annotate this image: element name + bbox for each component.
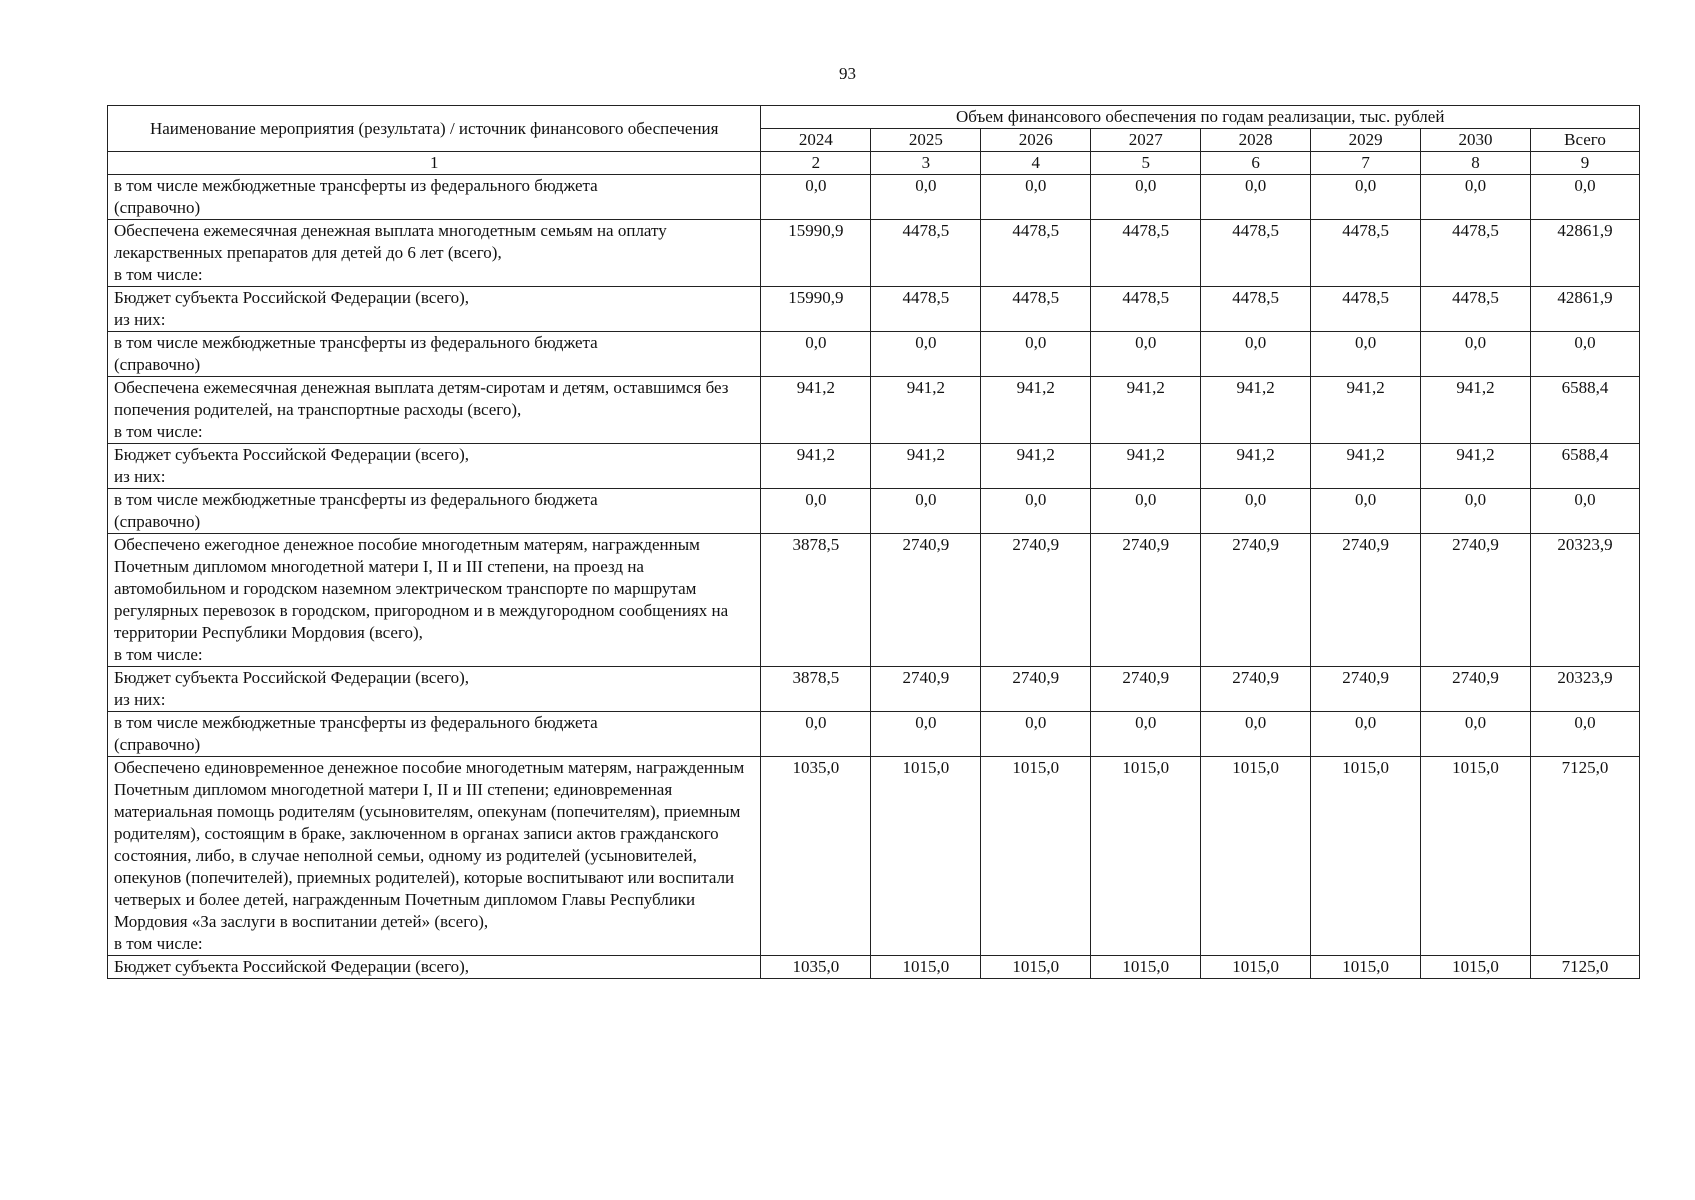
- row-year-value: 1035,0: [761, 956, 871, 979]
- row-year-value: 1015,0: [1311, 757, 1421, 956]
- row-year-value: 4478,5: [1201, 220, 1311, 287]
- row-year-value: 4478,5: [1421, 220, 1531, 287]
- row-year-value: 0,0: [1201, 332, 1311, 377]
- page-number: 93: [839, 64, 856, 83]
- row-year-value: 2740,9: [981, 667, 1091, 712]
- row-year-value: 1015,0: [981, 757, 1091, 956]
- row-year-value: 0,0: [761, 332, 871, 377]
- row-year-value: 0,0: [981, 712, 1091, 757]
- header-group-title: Объем финансового обеспечения по годам реализации, тыс. рублей: [761, 106, 1640, 129]
- row-label: Бюджет субъекта Российской Федерации (всего), из них:: [108, 444, 761, 489]
- row-year-value: 4478,5: [1091, 220, 1201, 287]
- row-year-value: 4478,5: [1201, 287, 1311, 332]
- row-year-value: 0,0: [1091, 175, 1201, 220]
- column-number: 1: [108, 152, 761, 175]
- row-total-value: 0,0: [1531, 489, 1640, 534]
- row-year-value: 0,0: [1201, 712, 1311, 757]
- column-number: 6: [1201, 152, 1311, 175]
- row-year-value: 0,0: [761, 712, 871, 757]
- row-year-value: 0,0: [761, 489, 871, 534]
- row-year-value: 4478,5: [1091, 287, 1201, 332]
- row-label: Обеспечена ежемесячная денежная выплата многодетным семьям на оплату лекарственных препаратов для детей до 6 лет (всего), в том числе:: [108, 220, 761, 287]
- column-number: 7: [1311, 152, 1421, 175]
- table-row: [108, 444, 1640, 489]
- row-year-value: 1015,0: [871, 757, 981, 956]
- row-year-value: 2740,9: [871, 667, 981, 712]
- row-year-value: 0,0: [871, 332, 981, 377]
- row-total-value: 7125,0: [1531, 956, 1640, 979]
- header-year: 2030: [1421, 129, 1531, 152]
- row-label: Бюджет субъекта Российской Федерации (всего),: [108, 956, 761, 979]
- row-year-value: 1015,0: [1091, 757, 1201, 956]
- row-year-value: 941,2: [981, 377, 1091, 444]
- row-total-value: 20323,9: [1531, 667, 1640, 712]
- row-year-value: 2740,9: [1091, 534, 1201, 667]
- row-year-value: 0,0: [1201, 489, 1311, 534]
- table-row: [108, 489, 1640, 534]
- row-year-value: 941,2: [871, 444, 981, 489]
- header-year: 2028: [1201, 129, 1311, 152]
- row-year-value: 2740,9: [1311, 667, 1421, 712]
- row-year-value: 0,0: [1201, 175, 1311, 220]
- column-number: 8: [1421, 152, 1531, 175]
- row-total-value: 6588,4: [1531, 444, 1640, 489]
- column-numbers-row: [108, 152, 1640, 175]
- row-year-value: 0,0: [1311, 175, 1421, 220]
- row-year-value: 1015,0: [1091, 956, 1201, 979]
- row-year-value: 4478,5: [1311, 287, 1421, 332]
- table-header: [108, 106, 1640, 175]
- row-year-value: 0,0: [1421, 332, 1531, 377]
- row-year-value: 4478,5: [981, 220, 1091, 287]
- row-year-value: 0,0: [871, 489, 981, 534]
- row-year-value: 4478,5: [1311, 220, 1421, 287]
- row-year-value: 1015,0: [1421, 757, 1531, 956]
- row-year-value: 3878,5: [761, 534, 871, 667]
- row-year-value: 3878,5: [761, 667, 871, 712]
- row-label: Бюджет субъекта Российской Федерации (всего), из них:: [108, 287, 761, 332]
- row-year-value: 1015,0: [1311, 956, 1421, 979]
- row-year-value: 0,0: [871, 712, 981, 757]
- row-year-value: 0,0: [1421, 175, 1531, 220]
- table-row: [108, 534, 1640, 667]
- row-year-value: 941,2: [981, 444, 1091, 489]
- column-number: 5: [1091, 152, 1201, 175]
- row-year-value: 0,0: [1091, 712, 1201, 757]
- row-year-value: 2740,9: [1091, 667, 1201, 712]
- table-row: [108, 757, 1640, 956]
- table-row: [108, 667, 1640, 712]
- row-year-value: 0,0: [871, 175, 981, 220]
- row-year-value: 0,0: [981, 332, 1091, 377]
- row-label: Бюджет субъекта Российской Федерации (всего), из них:: [108, 667, 761, 712]
- row-label: Обеспечено единовременное денежное пособие многодетным матерям, награжденным Почетным дипломом многодетной матери I, II и III степени; единовременная материальная помощь родителям (усыновителям, опекунам (попечителям), приемным родителям), состоящим в браке, заключенном в органах записи актов гражданского состояния, либо, в случае неполной семьи, одному из родителей (усыновителей, опекунов (попечителей), приемных родителей), которые воспитывают или воспитали четверых и более детей, награжденным Почетным дипломом Главы Республики Мордовия «За заслуги в воспитании детей» (всего), в том числе:: [108, 757, 761, 956]
- row-year-value: 0,0: [1311, 489, 1421, 534]
- row-year-value: 941,2: [1421, 444, 1531, 489]
- header-year: 2025: [871, 129, 981, 152]
- table-row: [108, 956, 1640, 979]
- row-year-value: 2740,9: [1201, 667, 1311, 712]
- row-label: Обеспечена ежемесячная денежная выплата детям-сиротам и детям, оставшимся без попечения родителей, на транспортные расходы (всего), в том числе:: [108, 377, 761, 444]
- row-total-value: 0,0: [1531, 332, 1640, 377]
- row-year-value: 1015,0: [1201, 757, 1311, 956]
- row-label: Обеспечено ежегодное денежное пособие многодетным матерям, награжденным Почетным дипломом многодетной матери I, II и III степени, на проезд на автомобильном и городском наземном электрическом транспорте по маршрутам регулярных перевозок в городском, пригородном и в междугородном сообщениях на территории Республики Мордовия (всего), в том числе:: [108, 534, 761, 667]
- row-year-value: 941,2: [1091, 377, 1201, 444]
- row-year-value: 4478,5: [871, 287, 981, 332]
- row-year-value: 2740,9: [871, 534, 981, 667]
- row-year-value: 941,2: [1421, 377, 1531, 444]
- row-year-value: 941,2: [1201, 444, 1311, 489]
- table-row: [108, 712, 1640, 757]
- row-total-value: 42861,9: [1531, 220, 1640, 287]
- table-body: [108, 175, 1640, 979]
- column-number: 3: [871, 152, 981, 175]
- row-year-value: 1015,0: [1201, 956, 1311, 979]
- row-year-value: 941,2: [1201, 377, 1311, 444]
- row-year-value: 941,2: [1091, 444, 1201, 489]
- row-total-value: 6588,4: [1531, 377, 1640, 444]
- row-label: в том числе межбюджетные трансферты из федерального бюджета (справочно): [108, 489, 761, 534]
- row-year-value: 4478,5: [981, 287, 1091, 332]
- row-year-value: 941,2: [1311, 377, 1421, 444]
- column-number: 2: [761, 152, 871, 175]
- row-year-value: 2740,9: [1201, 534, 1311, 667]
- row-year-value: 941,2: [761, 444, 871, 489]
- row-year-value: 2740,9: [1421, 534, 1531, 667]
- row-year-value: 0,0: [1091, 332, 1201, 377]
- row-total-value: 7125,0: [1531, 757, 1640, 956]
- row-total-value: 42861,9: [1531, 287, 1640, 332]
- row-year-value: 0,0: [1311, 332, 1421, 377]
- table-row: [108, 175, 1640, 220]
- row-total-value: 0,0: [1531, 712, 1640, 757]
- column-number: 9: [1531, 152, 1640, 175]
- column-number: 4: [981, 152, 1091, 175]
- header-year: 2026: [981, 129, 1091, 152]
- table-row: [108, 377, 1640, 444]
- row-year-value: 1015,0: [981, 956, 1091, 979]
- row-year-value: 941,2: [761, 377, 871, 444]
- row-year-value: 2740,9: [1311, 534, 1421, 667]
- row-year-value: 1015,0: [871, 956, 981, 979]
- row-year-value: 941,2: [871, 377, 981, 444]
- row-year-value: 4478,5: [871, 220, 981, 287]
- row-year-value: 0,0: [1421, 712, 1531, 757]
- row-year-value: 0,0: [1311, 712, 1421, 757]
- table-row: [108, 332, 1640, 377]
- row-year-value: 4478,5: [1421, 287, 1531, 332]
- row-year-value: 941,2: [1311, 444, 1421, 489]
- row-year-value: 2740,9: [981, 534, 1091, 667]
- row-total-value: 0,0: [1531, 175, 1640, 220]
- row-year-value: 0,0: [761, 175, 871, 220]
- row-year-value: 0,0: [1091, 489, 1201, 534]
- table-row: [108, 287, 1640, 332]
- row-year-value: 0,0: [981, 489, 1091, 534]
- row-year-value: 15990,9: [761, 220, 871, 287]
- financing-table: [107, 105, 1640, 979]
- row-year-value: 15990,9: [761, 287, 871, 332]
- row-year-value: 1035,0: [761, 757, 871, 956]
- header-total: Всего: [1531, 129, 1640, 152]
- row-total-value: 20323,9: [1531, 534, 1640, 667]
- row-label: в том числе межбюджетные трансферты из федерального бюджета (справочно): [108, 712, 761, 757]
- header-year: 2029: [1311, 129, 1421, 152]
- row-year-value: 0,0: [1421, 489, 1531, 534]
- row-year-value: 1015,0: [1421, 956, 1531, 979]
- row-year-value: 2740,9: [1421, 667, 1531, 712]
- header-year: 2024: [761, 129, 871, 152]
- table-row: [108, 220, 1640, 287]
- row-label: в том числе межбюджетные трансферты из федерального бюджета (справочно): [108, 332, 761, 377]
- header-name-column: Наименование мероприятия (результата) / источник финансового обеспечения: [108, 106, 761, 152]
- header-year: 2027: [1091, 129, 1201, 152]
- row-label: в том числе межбюджетные трансферты из федерального бюджета (справочно): [108, 175, 761, 220]
- row-year-value: 0,0: [981, 175, 1091, 220]
